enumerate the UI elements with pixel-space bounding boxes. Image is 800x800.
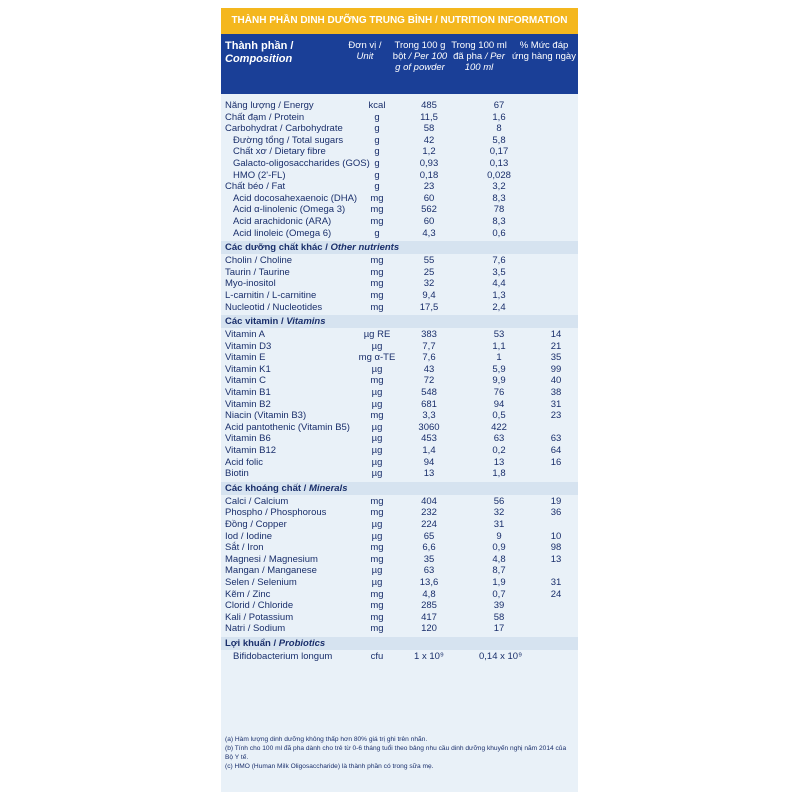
table-row (221, 123, 578, 135)
table-row (221, 577, 578, 589)
cell-vml: 5,8 (492, 134, 506, 146)
cell-vml: 8,7 (492, 565, 506, 577)
header-composition-en: Composition (225, 53, 293, 65)
cell-name: Cholin / Choline (225, 255, 293, 267)
cell-name: Clorid / Chloride (225, 600, 294, 612)
cell-unit: µg (371, 340, 383, 352)
cell-unit: µg (371, 576, 383, 588)
table-row (221, 433, 578, 445)
table-row (221, 375, 578, 387)
cell-v100: 285 (421, 600, 437, 612)
rows-other (221, 255, 578, 313)
footnote: (b) Tính cho 100 ml đã pha dành cho trẻ từ 0-6 tháng tuổi theo bảng nhu cầu dinh dưỡng khuyến nghị năm 2014 của Bộ Y tế. (225, 745, 567, 761)
cell-name: L-carnitin / L-carnitine (225, 289, 317, 301)
cell-pct: 21 (550, 340, 562, 352)
cell-name: Vitamin K1 (225, 363, 271, 375)
cell-vml: 94 (493, 398, 505, 410)
cell-vml: 53 (493, 329, 505, 341)
cell-vml: 8,3 (492, 192, 506, 204)
cell-vml: 17 (493, 623, 505, 635)
cell-pct: 23 (550, 410, 562, 422)
cell-name: Vitamin D3 (225, 340, 272, 352)
cell-vml: 0,6 (492, 227, 506, 239)
cell-vml: 8 (496, 123, 502, 135)
section-probiotics-en: Probiotics (278, 637, 326, 649)
cell-v100: 404 (421, 495, 437, 507)
cell-name: Biotin (225, 468, 249, 480)
header-pct: % Mức đáp ứng hàng ngày (512, 40, 576, 62)
cell-unit: g (374, 227, 380, 239)
cell-pct: 99 (550, 363, 562, 375)
cell-unit: µg RE (363, 329, 391, 341)
cell-vml: 3,5 (492, 266, 506, 278)
cell-vml: 0,7 (492, 588, 506, 600)
cell-v100: 60 (423, 215, 435, 227)
cell-unit: µg (371, 565, 383, 577)
cell-v100: 43 (423, 363, 435, 375)
table-row (221, 112, 578, 124)
cell-unit: mg (370, 204, 384, 216)
header-composition-vi: Thành phần / (225, 40, 294, 52)
header-unit-vi: Đơn vị / (348, 40, 382, 51)
cell-name: Đồng / Copper (225, 519, 287, 530)
cell-pct: 63 (550, 433, 562, 445)
cell-unit: cfu (370, 650, 384, 662)
cell-pct: 36 (550, 507, 562, 519)
cell-name: Iod / Iodine (225, 530, 273, 542)
cell-v100: 232 (421, 507, 437, 519)
table-row (221, 399, 578, 411)
cell-unit: mg (370, 255, 384, 267)
cell-unit: µg (371, 363, 383, 375)
cell-name: Phospho / Phosphorous (225, 507, 327, 519)
cell-v100: 17,5 (419, 301, 439, 313)
cell-v100: 7,6 (422, 352, 436, 364)
cell-name: Vitamin B2 (225, 398, 271, 410)
nutrition-banner: THÀNH PHẦN DINH DƯỠNG TRUNG BÌNH / NUTRITION INFORMATION (221, 8, 578, 34)
table-row (221, 329, 578, 341)
cell-name: Chất xơ / Dietary fibre (233, 146, 326, 158)
cell-vml: 4,8 (492, 553, 506, 565)
cell-pct: 31 (550, 576, 562, 588)
table-row (221, 589, 578, 601)
cell-unit: g (374, 146, 380, 158)
cell-vml: 3,2 (492, 181, 506, 193)
table-row (221, 531, 578, 543)
footnotes (225, 735, 575, 771)
cell-unit: mg (370, 410, 384, 422)
cell-name: Kali / Potassium (225, 611, 294, 623)
cell-v100: 72 (423, 375, 435, 387)
cell-unit: µg (371, 456, 383, 468)
cell-v100: 7,7 (422, 340, 436, 352)
footnote: (c) HMO (Human Milk Oligosaccharide) là thành phần có trong sữa mẹ. (225, 763, 434, 770)
cell-name: Acid docosahexaenoic (DHA) (233, 192, 358, 204)
cell-unit: mg (370, 600, 384, 612)
header-per100g-vi: Trong 100 g bột (392, 40, 446, 62)
table-row (221, 612, 578, 624)
cell-unit: µg (371, 530, 383, 542)
cell-v100: 1,4 (422, 445, 436, 457)
cell-vml: 1,8 (492, 468, 506, 480)
table-row (221, 410, 578, 422)
cell-vml: 58 (493, 611, 505, 623)
cell-v100: 94 (423, 456, 435, 468)
header-unit (339, 40, 391, 62)
cell-v100: 65 (423, 530, 435, 542)
cell-unit: g (374, 157, 380, 169)
cell-unit: kcal (368, 100, 386, 111)
cell-v100: 11,5 (420, 111, 438, 123)
cell-v100: 13 (423, 468, 435, 480)
cell-unit: g (374, 169, 380, 181)
section-other-nutrients (221, 241, 578, 254)
cell-v100: 453 (421, 433, 437, 445)
cell-unit: mg (370, 192, 384, 204)
cell-name: Niacin (Vitamin B3) (225, 410, 307, 422)
cell-name: Myo-inositol (225, 278, 276, 290)
cell-vml: 78 (493, 204, 505, 216)
cell-unit: µg (371, 398, 383, 410)
cell-name: Acid folic (225, 456, 264, 468)
cell-unit: µg (371, 421, 383, 433)
table-row (221, 255, 578, 267)
cell-pct: 98 (550, 542, 562, 554)
cell-pct: 35 (550, 352, 562, 364)
table-row (221, 181, 578, 193)
cell-vml: 9 (496, 530, 502, 542)
table-row (221, 600, 578, 612)
table-row (221, 445, 578, 457)
cell-v100: 4,3 (422, 227, 436, 239)
cell-pct: 10 (550, 530, 562, 542)
cell-v100: 548 (421, 387, 437, 399)
cell-v100: 35 (423, 553, 435, 565)
table-row (221, 228, 578, 240)
cell-name: Selen / Selenium (225, 576, 297, 588)
table-row (221, 135, 578, 147)
cell-unit: mg (370, 588, 384, 600)
cell-v100: 9,4 (422, 289, 436, 301)
cell-unit: g (374, 181, 380, 193)
cell-v100: 58 (423, 123, 435, 135)
cell-unit: mg (370, 266, 384, 278)
cell-vml: 0,9 (492, 542, 506, 554)
cell-v100: 60 (423, 192, 435, 204)
table-row (221, 565, 578, 577)
cell-vml: 4,4 (492, 278, 506, 290)
table-row (221, 554, 578, 566)
cell-vml: 0,13 (489, 157, 509, 169)
footnote: (a) Hàm lượng dinh dưỡng không thấp hơn 80% giá trị ghi trên nhãn. (225, 736, 428, 743)
table-row (221, 623, 578, 635)
table-row (221, 278, 578, 290)
cell-vml: 0,17 (489, 146, 509, 158)
cell-unit: µg (371, 433, 383, 445)
cell-name: Carbohydrat / Carbohydrate (225, 123, 343, 135)
cell-unit: mg (370, 215, 384, 227)
table-row (221, 290, 578, 302)
table-row (221, 158, 578, 170)
cell-v100: 6,6 (422, 542, 436, 554)
cell-vml: 1,9 (492, 576, 506, 588)
cell-pct: 64 (550, 445, 562, 457)
cell-unit: mg (370, 495, 384, 507)
table-row (221, 267, 578, 279)
cell-v100: 4,8 (422, 588, 436, 600)
cell-vml: 0,14 x 10⁹ (479, 650, 523, 662)
cell-name: Nucleotid / Nucleotides (225, 301, 323, 313)
cell-name: Vitamin B1 (225, 387, 271, 399)
cell-name: Chất béo / Fat (225, 181, 286, 193)
table-header (221, 34, 578, 94)
cell-vml: 8,3 (492, 215, 506, 227)
cell-name: HMO (2'-FL) (233, 169, 286, 181)
section-probiotics-vi: Lợi khuẩn / (225, 637, 279, 649)
cell-v100: 120 (421, 623, 437, 635)
table-row (221, 193, 578, 205)
table-row (221, 216, 578, 228)
header-per100ml (451, 40, 507, 73)
section-probiotics (221, 637, 578, 650)
table-row (221, 422, 578, 434)
cell-unit: µg (371, 445, 383, 457)
cell-vml: 76 (493, 387, 505, 399)
cell-name: Năng lượng / Energy (225, 100, 314, 111)
table-row (221, 387, 578, 399)
table-row (221, 204, 578, 216)
cell-name: Vitamin B6 (225, 433, 271, 445)
cell-unit: g (374, 134, 380, 146)
cell-vml: 0,2 (492, 445, 506, 457)
cell-v100: 63 (423, 565, 435, 577)
table-row (221, 468, 578, 480)
cell-vml: 9,9 (492, 375, 506, 387)
cell-name: Calci / Calcium (225, 495, 289, 507)
cell-pct: 38 (550, 387, 562, 399)
cell-name: Chất đạm / Protein (225, 111, 305, 123)
cell-unit: mg (370, 289, 384, 301)
section-vitamins-vi: Các vitamin / (225, 316, 287, 328)
section-vitamins-en: Vitamins (286, 316, 326, 328)
cell-v100: 417 (421, 611, 437, 623)
cell-vml: 63 (493, 433, 505, 445)
cell-name: Đường tổng / Total sugars (233, 134, 344, 146)
cell-v100: 13,6 (419, 576, 439, 588)
cell-vml: 1,3 (492, 289, 506, 301)
cell-v100: 42 (423, 134, 435, 146)
cell-pct: 16 (550, 456, 562, 468)
section-other-vi: Các dưỡng chất khác / (225, 242, 331, 254)
header-composition (225, 40, 293, 66)
cell-v100: 681 (421, 398, 437, 410)
cell-name: Taurin / Taurine (225, 266, 290, 278)
cell-unit: g (374, 111, 380, 123)
cell-v100: 23 (423, 181, 435, 193)
cell-v100: 0,18 (419, 169, 439, 181)
cell-name: Galacto-oligosaccharides (GOS) (233, 157, 370, 169)
cell-pct: 24 (550, 588, 562, 600)
table-row (221, 364, 578, 376)
table-row (221, 457, 578, 469)
cell-unit: mg (370, 623, 384, 635)
table-row (221, 651, 578, 663)
table-row (221, 352, 578, 364)
table-row (221, 542, 578, 554)
cell-vml: 7,6 (492, 255, 506, 267)
header-per100ml-en: / Per 100 ml (464, 51, 505, 73)
cell-unit: mg α-TE (358, 352, 396, 364)
cell-vml: 0,5 (492, 410, 506, 422)
cell-pct: 14 (550, 329, 562, 341)
cell-unit: g (374, 123, 380, 135)
cell-v100: 0,93 (419, 157, 439, 169)
cell-name: Acid linoleic (Omega 6) (233, 227, 332, 239)
cell-v100: 562 (421, 204, 437, 216)
table-row (221, 341, 578, 353)
table-row (221, 496, 578, 508)
cell-name: Vitamin B12 (225, 445, 277, 457)
cell-name: Kẽm / Zinc (225, 588, 271, 600)
header-unit-en: Unit (356, 51, 374, 62)
cell-vml: 32 (493, 507, 505, 519)
nutrition-table (221, 100, 578, 663)
cell-v100: 3,3 (422, 410, 436, 422)
table-row (221, 170, 578, 182)
cell-name: Vitamin A (225, 329, 265, 341)
table-row (221, 507, 578, 519)
cell-vml: 67 (493, 100, 505, 111)
cell-v100: 1 x 10⁹ (414, 650, 444, 662)
cell-unit: µg (371, 519, 383, 530)
cell-vml: 1 (496, 352, 502, 364)
cell-pct: 31 (550, 398, 562, 410)
cell-unit: mg (370, 278, 384, 290)
cell-name: Sắt / Iron (225, 542, 264, 554)
cell-vml: 31 (493, 519, 505, 530)
cell-vml: 2,4 (492, 301, 506, 313)
cell-name: Magnesi / Magnesium (225, 553, 318, 565)
table-row (221, 302, 578, 314)
cell-name: Natri / Sodium (225, 623, 286, 635)
cell-name: Acid α-linolenic (Omega 3) (233, 204, 346, 216)
cell-v100: 485 (421, 100, 437, 111)
table-row (221, 100, 578, 112)
cell-vml: 422 (491, 421, 507, 433)
cell-v100: 224 (421, 519, 437, 530)
cell-unit: mg (370, 507, 384, 519)
cell-vml: 13 (493, 456, 505, 468)
cell-vml: 1,6 (492, 111, 506, 123)
header-per100g-en: / Per 100 g of powder (395, 51, 448, 73)
cell-pct: 19 (550, 495, 562, 507)
cell-name: Vitamin C (225, 375, 267, 387)
cell-name: Vitamin E (225, 352, 266, 364)
rows-minerals (221, 496, 578, 635)
section-minerals-en: Minerals (308, 482, 348, 494)
cell-v100: 1,2 (422, 146, 436, 158)
cell-unit: mg (370, 301, 384, 313)
cell-unit: mg (370, 611, 384, 623)
section-other-en: Other nutrients (330, 242, 400, 254)
cell-vml: 1,1 (492, 340, 506, 352)
cell-v100: 383 (421, 329, 437, 341)
cell-vml: 39 (493, 600, 505, 612)
section-vitamins (221, 315, 578, 328)
cell-unit: mg (370, 553, 384, 565)
cell-name: Mangan / Manganese (225, 565, 317, 577)
cell-vml: 5,9 (492, 363, 506, 375)
cell-v100: 3060 (418, 421, 440, 433)
cell-vml: 0,028 (487, 169, 511, 181)
section-minerals (221, 482, 578, 495)
table-row (221, 519, 578, 531)
cell-unit: mg (370, 375, 384, 387)
cell-pct: 40 (550, 375, 562, 387)
table-row (221, 146, 578, 158)
cell-v100: 55 (423, 255, 435, 267)
rows-probiotics (221, 651, 578, 663)
header-per100g (392, 40, 448, 73)
cell-pct: 13 (550, 553, 562, 565)
cell-name: Acid arachidonic (ARA) (233, 215, 332, 227)
rows-main (221, 100, 578, 239)
cell-unit: mg (370, 542, 384, 554)
cell-vml: 56 (493, 495, 505, 507)
header-per100ml-vi: Trong 100 ml đã pha (451, 40, 507, 62)
cell-unit: µg (371, 387, 383, 399)
cell-v100: 32 (423, 278, 435, 290)
rows-vitamins (221, 329, 578, 480)
cell-name: Acid pantothenic (Vitamin B5) (225, 421, 350, 433)
cell-name: Bifidobacterium longum (233, 650, 333, 662)
section-minerals-vi: Các khoáng chất / (225, 482, 309, 494)
cell-unit: µg (371, 468, 383, 480)
cell-v100: 25 (423, 266, 435, 278)
